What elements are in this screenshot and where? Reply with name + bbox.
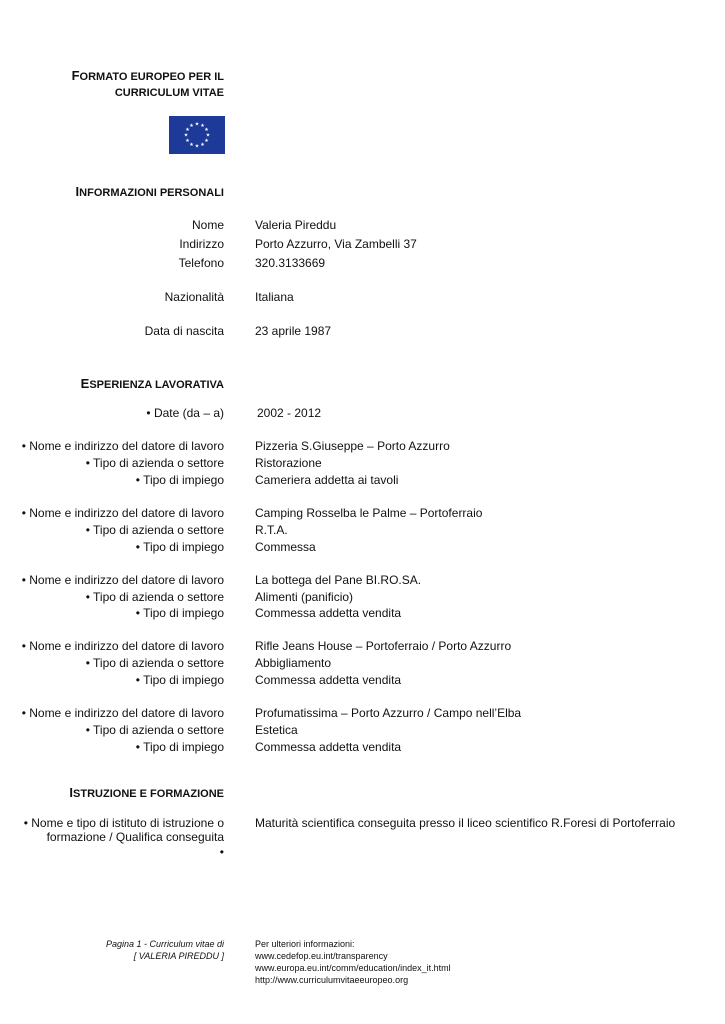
value-telefono: 320.3133669 — [255, 256, 326, 270]
footer-link-europa[interactable]: www.europa.eu.int/comm/education/index_it.html — [255, 963, 451, 973]
footer-link-cv[interactable]: http://www.curriculumvitaeeuropeo.org — [255, 975, 409, 985]
label-indirizzo: Indirizzo — [179, 237, 224, 251]
label-job: • Tipo di impiego — [135, 673, 224, 687]
eu-flag-icon — [169, 116, 225, 154]
cv-title-line1: FORMATO EUROPEO PER IL — [71, 68, 224, 83]
value-education: Maturità scientifica conseguita presso il liceo scientifico R.Foresi di Portoferraio — [255, 816, 676, 830]
value-sector: Alimenti (panificio) — [255, 590, 354, 604]
value-sector: Ristorazione — [255, 456, 322, 470]
footer-info-title: Per ulteriori informazioni: — [255, 939, 355, 949]
flag-star-icon: ★ — [194, 121, 200, 128]
label-job: • Tipo di impiego — [135, 606, 224, 620]
value-job: Commessa addetta vendita — [255, 673, 402, 687]
label-employer: • Nome e indirizzo del datore di lavoro — [21, 706, 224, 720]
label-date: • Date (da – a) — [146, 406, 224, 420]
flag-star-icon: ★ — [194, 143, 200, 150]
value-employer: Rifle Jeans House – Portoferraio / Porto Azzurro — [255, 639, 512, 653]
section-heading-personal: INFORMAZIONI PERSONALI — [75, 184, 224, 199]
label-sector: • Tipo di azienda o settore — [85, 590, 224, 604]
value-employer: La bottega del Pane BI.RO.SA. — [255, 573, 422, 587]
footer-page-label: Pagina 1 - Curriculum vitae di — [105, 939, 224, 949]
footer-link-cedefop[interactable]: www.cedefop.eu.int/transparency — [255, 951, 388, 961]
label-nazionalita: Nazionalità — [164, 290, 224, 304]
label-job: • Tipo di impiego — [135, 473, 224, 487]
label-employer: • Nome e indirizzo del datore di lavoro — [21, 639, 224, 653]
label-data-nascita: Data di nascita — [144, 324, 224, 338]
section-heading-work: ESPERIENZA LAVORATIVA — [80, 376, 224, 391]
value-sector: R.T.A. — [255, 523, 288, 537]
value-sector: Estetica — [255, 723, 298, 737]
section-heading-education: ISTRUZIONE E FORMAZIONE — [69, 785, 224, 800]
label-employer: • Nome e indirizzo del datore di lavoro — [21, 439, 224, 453]
value-data-nascita: 23 aprile 1987 — [255, 324, 332, 338]
label-sector: • Tipo di azienda o settore — [85, 456, 224, 470]
label-nome: Nome — [191, 218, 224, 232]
flag-star-icon: ★ — [185, 138, 190, 145]
value-sector: Abbigliamento — [255, 656, 332, 670]
flag-star-icon: ★ — [185, 127, 190, 134]
value-job: Commessa — [255, 540, 316, 554]
value-employer: Profumatissima – Porto Azzurro / Campo nell’Elba — [255, 706, 522, 720]
label-employer: • Nome e indirizzo del datore di lavoro — [21, 506, 224, 520]
value-nome: Valeria Pireddu — [255, 218, 337, 232]
flag-star-icon: ★ — [205, 132, 211, 139]
flag-star-icon: ★ — [189, 123, 194, 130]
label-education-line1: • Nome e tipo di istituto di istruzione o — [23, 816, 224, 830]
flag-star-icon: ★ — [204, 127, 209, 134]
flag-star-icon: ★ — [200, 142, 205, 149]
label-telefono: Telefono — [178, 256, 224, 270]
value-date: 2002 - 2012 — [257, 406, 322, 420]
value-job: Cameriera addetta ai tavoli — [255, 473, 399, 487]
flag-star-icon: ★ — [200, 123, 205, 130]
label-job: • Tipo di impiego — [135, 540, 224, 554]
value-employer: Pizzeria S.Giuseppe – Porto Azzurro — [255, 439, 450, 453]
cv-title-line2: CURRICULUM VITAE — [114, 87, 224, 99]
label-employer: • Nome e indirizzo del datore di lavoro — [21, 573, 224, 587]
flag-star-icon: ★ — [189, 142, 194, 149]
value-job: Commessa addetta vendita — [255, 740, 402, 754]
label-sector: • Tipo di azienda o settore — [85, 523, 224, 537]
flag-star-icon: ★ — [204, 138, 209, 145]
label-sector: • Tipo di azienda o settore — [85, 656, 224, 670]
footer-name: [ VALERIA PIREDDU ] — [133, 951, 224, 961]
label-job: • Tipo di impiego — [135, 740, 224, 754]
label-education-line2: formazione / Qualifica conseguita — [46, 830, 224, 844]
value-job: Commessa addetta vendita — [255, 606, 402, 620]
value-employer: Camping Rosselba le Palme – Portoferraio — [255, 506, 483, 520]
value-nazionalita: Italiana — [255, 290, 294, 304]
label-education-bullet: • — [219, 845, 224, 859]
value-indirizzo: Porto Azzurro, Via Zambelli 37 — [255, 237, 417, 251]
label-sector: • Tipo di azienda o settore — [85, 723, 224, 737]
flag-star-icon: ★ — [183, 132, 189, 139]
